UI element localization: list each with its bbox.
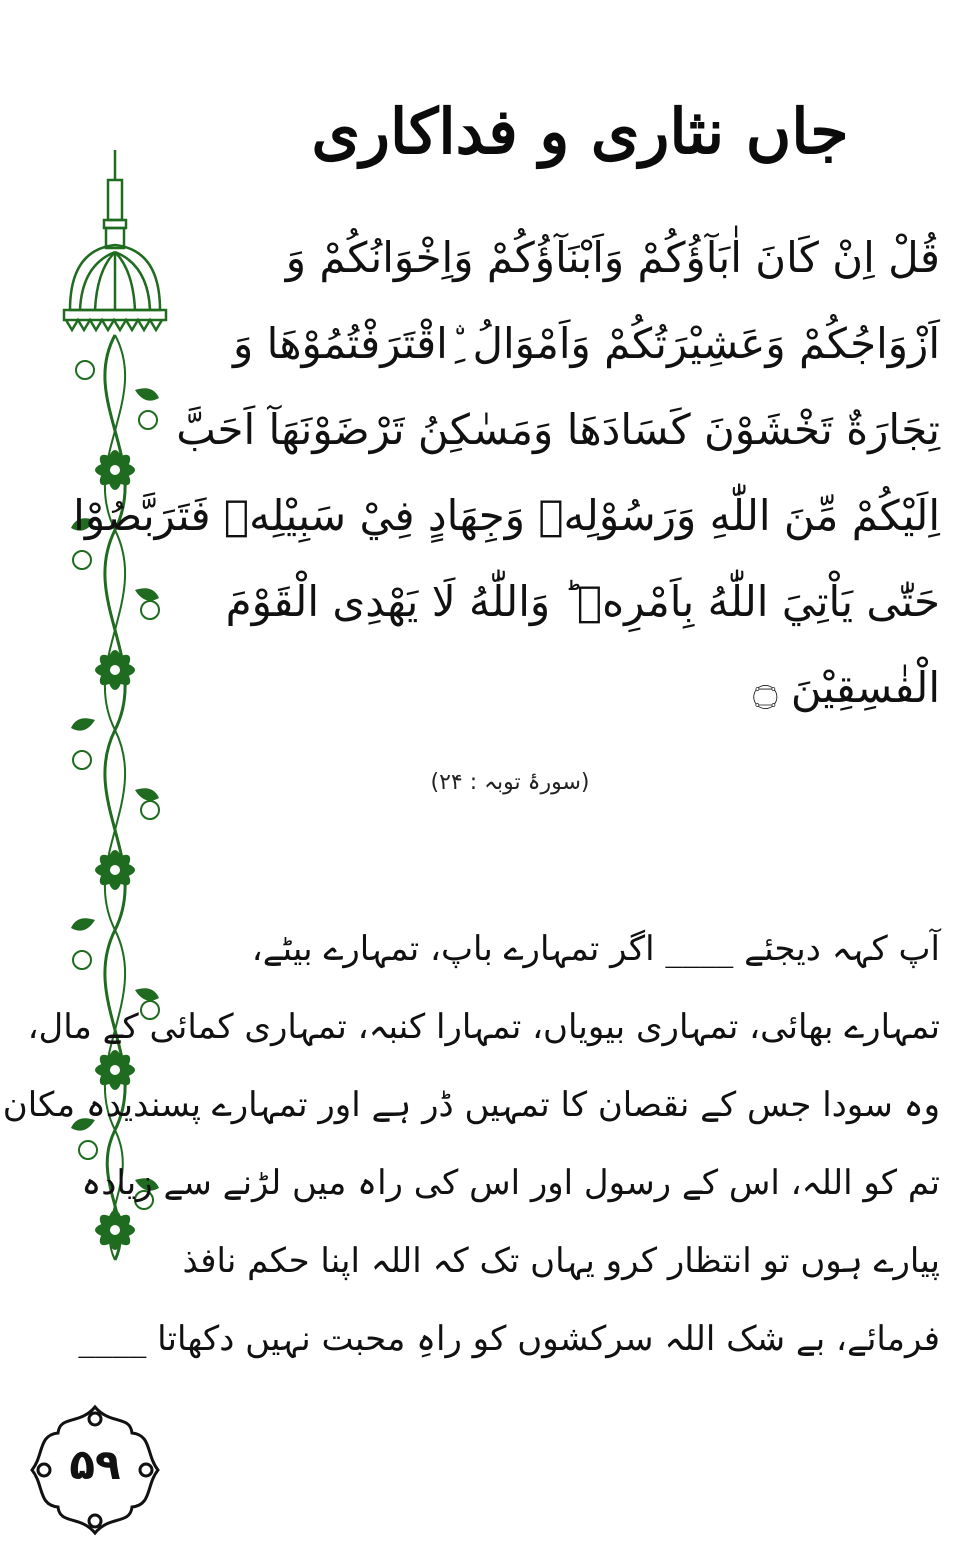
page-title: جاں نثاری و فداکاری [311, 95, 849, 168]
translation-line: پیارے ہوں تو انتظار کرو یہاں تک کہ اللہ اپنا حکم نافذ [182, 1241, 940, 1281]
verse-line: الْفٰسِقِيْنَ ۝ [752, 663, 940, 712]
translation-line: فرمائے، بے شک اللہ سرکشوں کو راہِ محبت نہیں دکھاتا ____ [78, 1319, 940, 1359]
urdu-translation [2, 910, 940, 1378]
quran-verse [73, 215, 940, 731]
verse-line: تِجَارَةٌ تَخْشَوْنَ كَسَادَهَا وَمَسٰكِنُ تَرْضَوْنَهَآ اَحَبَّ [176, 405, 940, 454]
page-number: ۵۹ [69, 1440, 121, 1489]
translation-line: وہ سودا جس کے نقصان کا تمہیں ڈر ہے اور تمہارے پسندیدہ مکان [2, 1085, 940, 1125]
translation-line: تمہارے بھائی، تمہاری بیویاں، تمہارا کنبہ، تمہاری کمائی کے مال، [27, 1007, 940, 1047]
verse-line: اَزْوَاجُكُمْ وَعَشِيْرَتُكُمْ وَاَمْوَالُ ِۨاقْتَرَفْتُمُوْهَا وَ [232, 319, 940, 368]
verse-line: حَتّٰى يَاْتِيَ اللّٰهُ بِاَمْرِهٖ ؕ وَاللّٰهُ لَا يَهْدِى الْقَوْمَ [225, 577, 940, 626]
verse-line: اِلَيْكُمْ مِّنَ اللّٰهِ وَرَسُوْلِهٖ وَجِهَادٍ فِيْ سَبِيْلِهٖ فَتَرَبَّصُوْا [73, 491, 940, 540]
verse-reference: (سورۂ توبہ : ۲۴) [430, 770, 590, 795]
translation-line: آپ کہہ دیجئے ____ اگر تمہارے باپ، تمہارے بیٹے، [251, 929, 940, 969]
translation-line: تم کو اللہ، اس کے رسول اور اس کی راہ میں لڑنے سے زیادہ [81, 1163, 940, 1203]
verse-line: قُلْ اِنْ كَانَ اٰبَآؤُكُمْ وَاَبْنَآؤُكُمْ وَاِخْوَانُكُمْ وَ [285, 233, 940, 282]
